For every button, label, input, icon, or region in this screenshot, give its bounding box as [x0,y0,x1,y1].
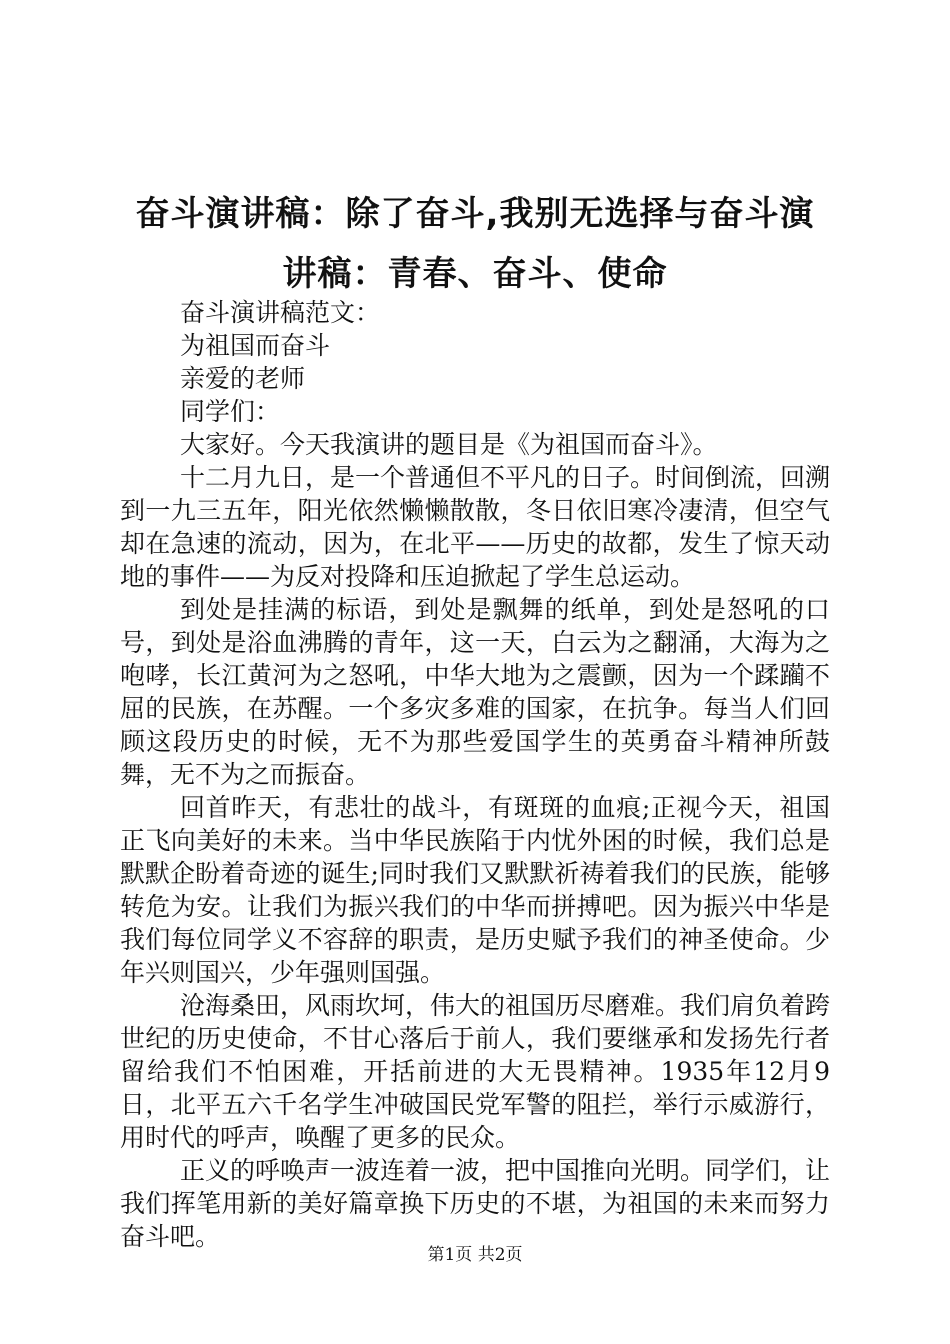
paragraph: 亲爱的老师 [180,364,306,393]
paragraph: 十二月九日，是一个普通但不平凡的日子。时间倒流，回溯到一九三五年，阳光依然懒懒散散，冬日依旧寒冷凄清，但空气却在急速的流动，因为，在北平——历史的故都，发生了惊天动地的事件——为反对投降和压迫掀起了学生总运动。 [120,463,831,591]
title-line-1: 奋斗演讲稿：除了奋斗,我别无选择与奋斗演 [135,194,815,234]
document-title [110,184,840,304]
paragraph: 为祖国而奋斗 [180,331,331,360]
document-body [120,296,830,1253]
title-line-2: 讲稿：青春、奋斗、使命 [282,254,668,294]
page-number-footer: 第1页 共2页 [427,1245,523,1265]
paragraph: 大家好。今天我演讲的题目是《为祖国而奋斗》。 [180,430,718,459]
paragraph: 回首昨天，有悲壮的战斗，有斑斑的血痕;正视今天，祖国正飞向美好的未来。当中华民族陷于内忧外困的时候，我们总是默默企盼着奇迹的诞生;同时我们又默默祈祷着我们的民族，能够转危为安。让我们为振兴我们的中华而拼搏吧。因为振兴中华是我们每位同学义不容辞的职责，是历史赋予我们的神圣使命。少年兴则国兴，少年强则国强。 [120,793,830,987]
paragraph: 同学们： [180,397,281,426]
paragraph: 正义的呼唤声一波连着一波，把中国推向光明。同学们，让我们挥笔用新的美好篇章换下历史的不堪，为祖国的未来而努力奋斗吧。 [120,1156,831,1251]
paragraph: 奋斗演讲稿范文： [180,298,381,327]
paragraph: 到处是挂满的标语，到处是飘舞的纸单，到处是怒吼的口号，到处是浴血沸腾的青年，这一天，白云为之翻涌，大海为之咆哮，长江黄河为之怒吼，中华大地为之震颤，因为一个蹂躏不屈的民族，在苏醒。一个多灾多难的国家，在抗争。每当人们回顾这段历史的时候，无不为那些爱国学生的英勇奋斗精神所鼓舞，无不为之而振奋。 [120,595,830,789]
paragraph: 沧海桑田，风雨坎坷，伟大的祖国历尽磨难。我们肩负着跨世纪的历史使命，不甘心落后于前人，我们要继承和发扬先行者留给我们不怕困难，开括前进的大无畏精神。1935年12月9日，北平五六千名学生冲破国民党军警的阻拦，举行示威游行，用时代的呼声，唤醒了更多的民众。 [120,991,831,1152]
